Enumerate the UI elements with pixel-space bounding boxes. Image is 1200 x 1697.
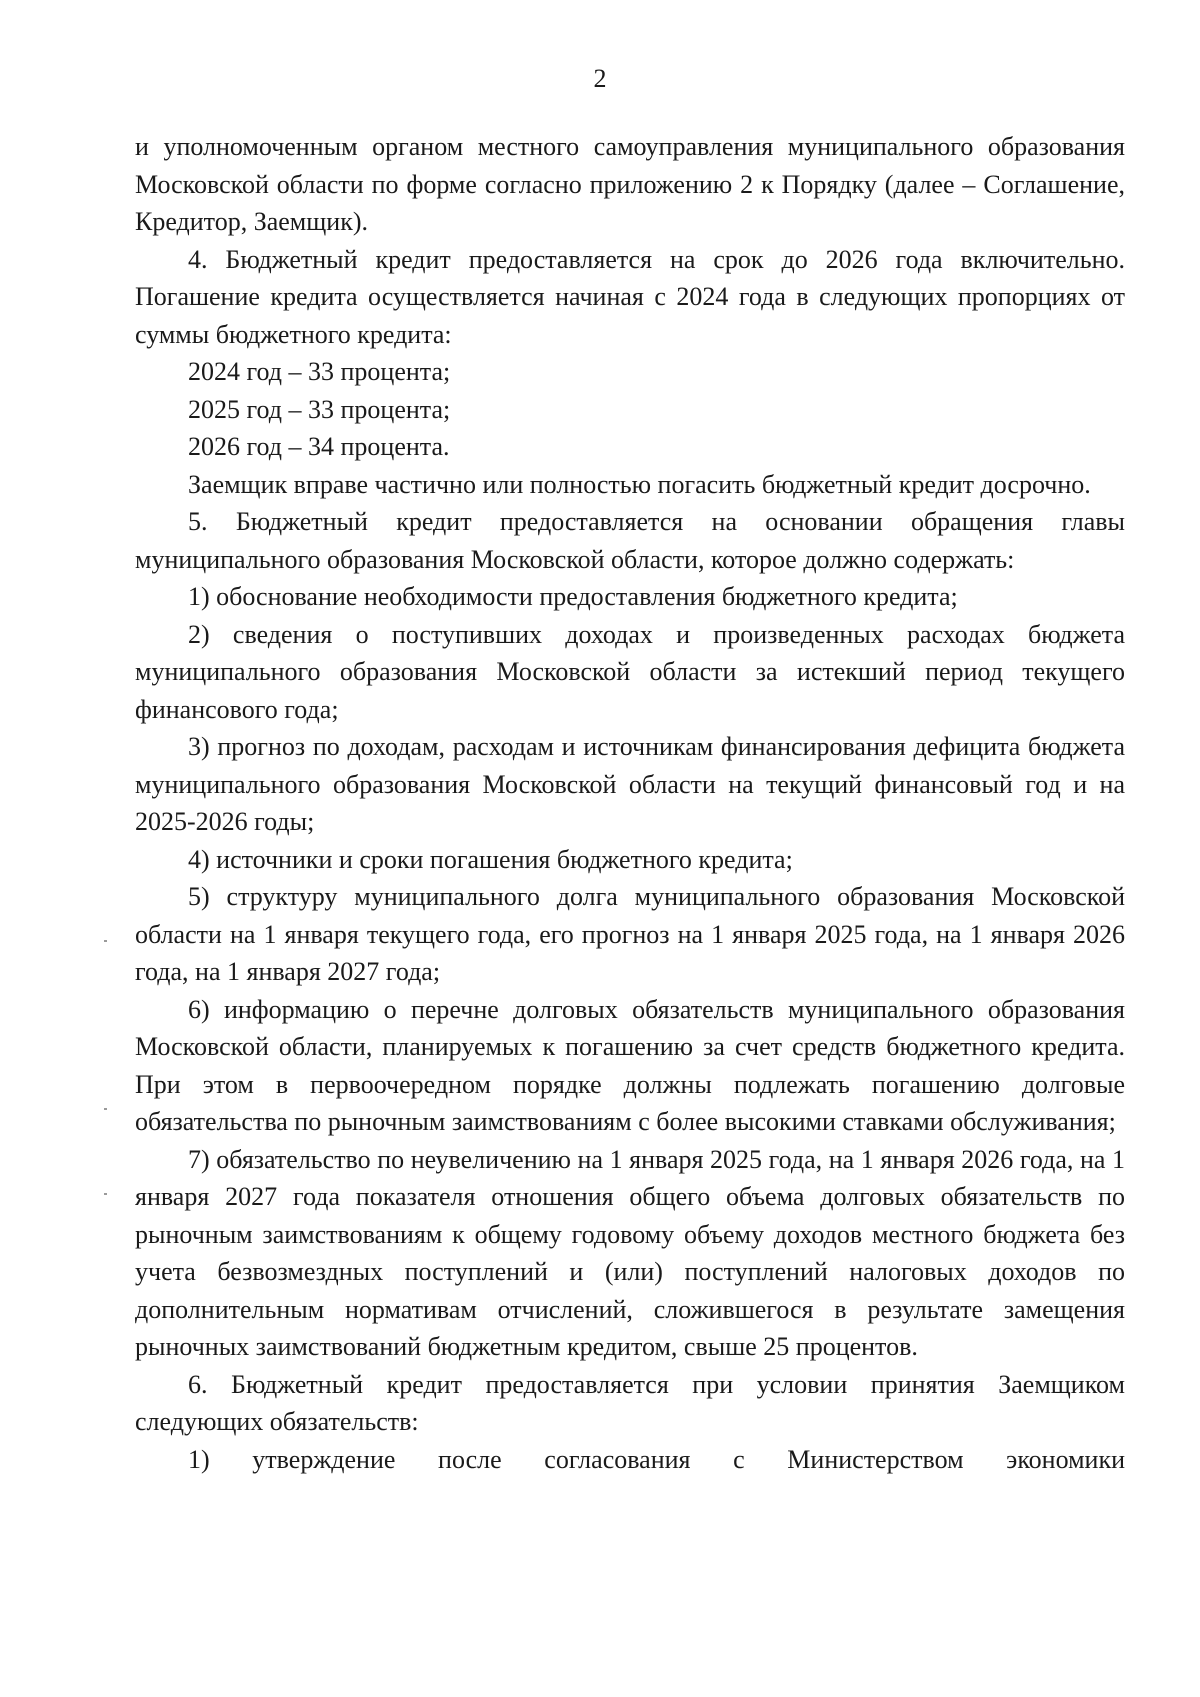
page-number: 2 bbox=[593, 64, 607, 93]
document-body bbox=[135, 128, 1125, 1478]
paragraph-year-2024: 2024 год – 33 процента; bbox=[188, 357, 451, 386]
paragraph-year-2026: 2026 год – 34 процента. bbox=[188, 432, 450, 461]
paragraph-continuation: и уполномоченным органом местного самоуправления муниципального образования Московской области по форме согласно приложению 2 к Порядку (далее – Соглашение, Кредитор, Заемщик). bbox=[135, 132, 1125, 236]
paragraph-year-2025: 2025 год – 33 процента; bbox=[188, 394, 451, 424]
paragraph-subitem-4: 4) источники и сроки погашения бюджетного кредита; bbox=[188, 844, 793, 874]
paragraph-subitem-7: 7) обязательство по неувеличению на 1 января 2025 года, на 1 января 2026 года, на 1 января 2027 года показателя отношения общего объема долговых обязательств по рыночным заимствованиям к общему годовому объему доходов местного бюджета без учета безвозмездных поступлений и (или) поступлений налоговых доходов по дополнительным нормативам отчислений, сложившегося в результате замещения рыночных заимствований бюджетным кредитом, свыше 25 процентов. bbox=[135, 1144, 1125, 1361]
scan-artifact-mark bbox=[104, 1108, 107, 1110]
scan-artifact-mark bbox=[104, 1193, 107, 1195]
paragraph-subitem-3: 3) прогноз по доходам, расходам и источникам финансирования дефицита бюджета муниципального образования Московской области на текущий финансовый год и на 2025-2026 годы; bbox=[135, 732, 1125, 836]
paragraph-item-6: 6. Бюджетный кредит предоставляется при условии принятия Заемщиком следующих обязательств: bbox=[135, 1369, 1125, 1436]
paragraph-item-4: 4. Бюджетный кредит предоставляется на срок до 2026 года включительно. Погашение кредита осуществляется начиная с 2024 года в следующих пропорциях от суммы бюджетного кредита: bbox=[135, 244, 1125, 349]
paragraph-item-5: 5. Бюджетный кредит предоставляется на основании обращения главы муниципального образования Московской области, которое должно содержать: bbox=[135, 507, 1125, 574]
scan-artifact-mark bbox=[104, 940, 107, 942]
paragraph-early-repayment: Заемщик вправе частично или полностью погасить бюджетный кредит досрочно. bbox=[188, 469, 1091, 499]
paragraph-subitem-1: 1) обоснование необходимости предоставления бюджетного кредита; bbox=[188, 582, 958, 611]
paragraph-subitem-5: 5) структуру муниципального долга муниципального образования Московской области на 1 января текущего года, его прогноз на 1 января 2025 года, на 1 января 2026 года, на 1 января 2027 года; bbox=[135, 882, 1125, 986]
paragraph-item-6-subitem-1: 1) утверждение после согласования с Министерством экономики bbox=[188, 1444, 1125, 1474]
paragraph-subitem-2: 2) сведения о поступивших доходах и произведенных расходах бюджета муниципального образования Московской области за истекший период текущего финансового года; bbox=[135, 619, 1125, 724]
paragraph-subitem-6: 6) информацию о перечне долговых обязательств муниципального образования Московской области, планируемых к погашению за счет средств бюджетного кредита. При этом в первоочередном порядке должны подлежать погашению долговые обязательства по рыночным заимствованиям с более высокими ставками обслуживания; bbox=[135, 994, 1125, 1136]
